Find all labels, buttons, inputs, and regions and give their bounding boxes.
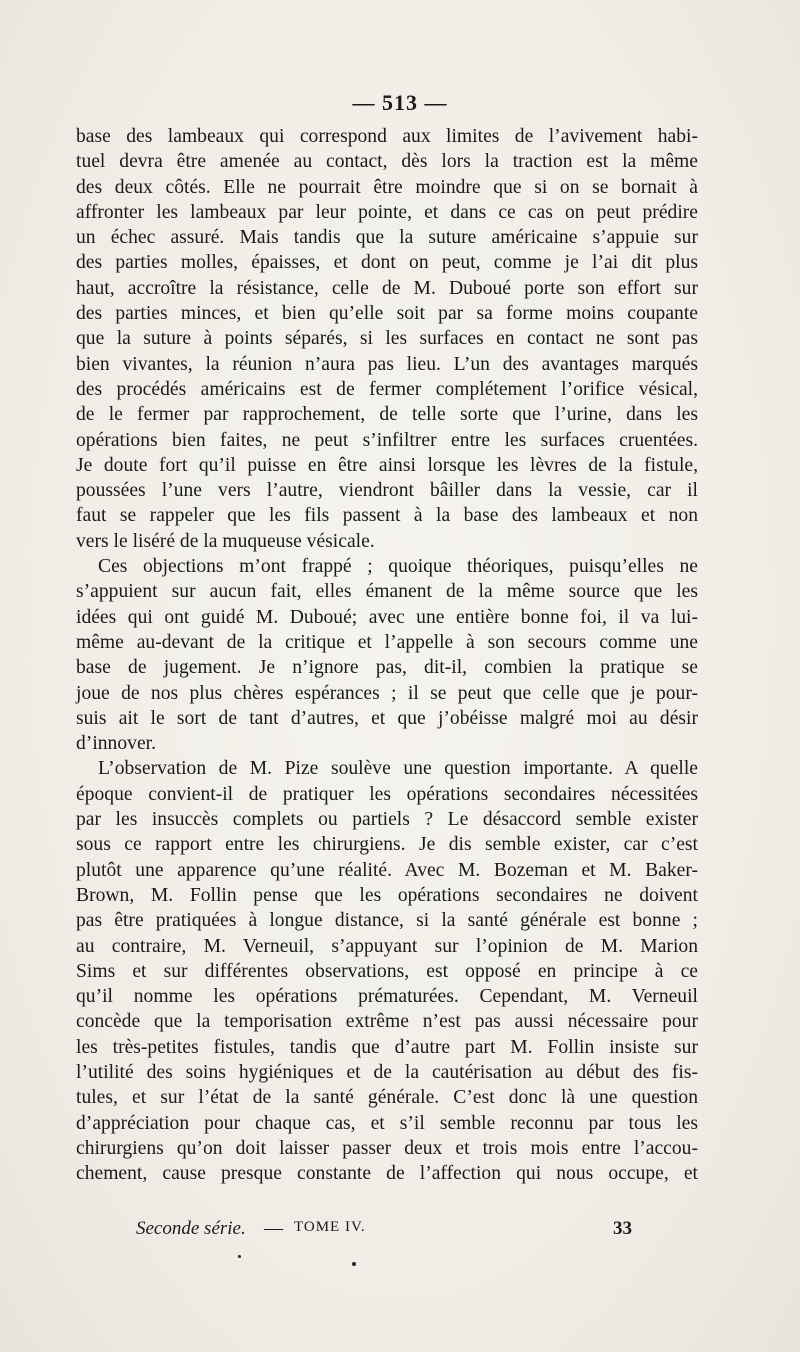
footer-signature-mark: 33: [613, 1218, 632, 1239]
text-line: base des lambeaux qui correspond aux limites de l’avivement habi-: [76, 126, 698, 147]
text-line: tules, et sur l’état de la santé générale. C’est donc là une question: [76, 1087, 698, 1109]
text-line: sous ce rapport entre les chirurgiens. Je dis semble exister, car c’est: [76, 834, 698, 856]
footer-dash: —: [264, 1218, 283, 1239]
text-line: des parties minces, et bien qu’elle soit par sa forme moins coupante: [76, 303, 698, 325]
text-line: Sims et sur différentes observations, est opposé en principe à ce: [76, 960, 698, 982]
text-line: pas être pratiquées à longue distance, si la santé générale est bonne ;: [76, 910, 698, 932]
text-line: Ces objections m’ont frappé ; quoique théoriques, puisqu’elles ne: [98, 556, 698, 578]
text-line: de le fermer par rapprochement, de telle sorte que l’urine, dans les: [76, 404, 698, 426]
text-line: poussées l’une vers l’autre, viendront bâiller dans la vessie, car il: [76, 480, 698, 502]
text-line: haut, accroître la résistance, celle de M. Duboué porte son effort sur: [76, 277, 698, 299]
text-line: tuel devra être amenée au contact, dès lors la traction est la même: [76, 151, 698, 173]
text-line: affronter les lambeaux par leur pointe, et dans ce cas on peut prédire: [76, 201, 698, 223]
text-line: plutôt une apparence qu’une réalité. Avec M. Bozeman et M. Baker-: [76, 859, 698, 881]
text-line: par les insuccès complets ou partiels ? Le désaccord semble exister: [76, 809, 698, 831]
text-line: qu’il nomme les opérations prématurées. Cependant, M. Verneuil: [76, 986, 698, 1008]
text-line: époque convient-il de pratiquer les opérations secondaires nécessitées: [76, 783, 698, 805]
text-line: base de jugement. Je n’ignore pas, dit-il, combien la pratique se: [76, 657, 698, 679]
text-line: joue de nos plus chères espérances ; il se peut que celle que je pour-: [76, 682, 698, 704]
text-line: s’appuient sur aucun fait, elles émanent de la même source que les: [76, 581, 698, 603]
page-number: — 513 —: [352, 90, 448, 115]
text-line: que la suture à points séparés, si les surfaces en contact ne sont pas: [76, 328, 698, 350]
text-line: au contraire, M. Verneuil, s’appuyant sur l’opinion de M. Marion: [76, 935, 698, 957]
text-line: d’appréciation pour chaque cas, et s’il semble reconnu par tous les: [76, 1112, 698, 1134]
text-line: les très-petites fistules, tandis que d’autre part M. Follin insiste sur: [76, 1036, 698, 1058]
footer-series: Seconde série.: [136, 1218, 246, 1239]
text-line: suis ait le sort de tant d’autres, et que j’obéisse malgré moi au désir: [76, 707, 698, 729]
ink-speck: [238, 1255, 241, 1258]
text-line: chirurgiens qu’on doit laisser passer deux et trois mois entre l’accou-: [76, 1137, 698, 1159]
text-line: opérations bien faites, ne peut s’infiltrer entre les surfaces cruentées.: [76, 429, 698, 451]
text-line: faut se rappeler que les fils passent à la base des lambeaux et non: [76, 505, 698, 527]
text-line: d’innover.: [76, 733, 156, 755]
text-line: concède que la temporisation extrême n’est pas aussi nécessaire pour: [76, 1011, 698, 1033]
text-line: bien vivantes, la réunion n’aura pas lieu. L’un des avantages marqués: [76, 353, 698, 375]
text-line: L’observation de M. Pize soulève une question importante. A quelle: [98, 758, 698, 780]
text-line: idées qui ont guidé M. Duboué; avec une entière bonne foi, il va lui-: [76, 606, 698, 628]
text-line: des parties molles, épaisses, et dont on peut, comme je l’ai dit plus: [76, 252, 698, 274]
text-line: un échec assuré. Mais tandis que la suture américaine s’appuie sur: [76, 227, 698, 249]
text-line: vers le liséré de la muqueuse vésicale.: [76, 530, 375, 552]
text-line: l’utilité des soins hygiéniques et de la cautérisation au début des fis-: [76, 1061, 698, 1083]
text-line: des procédés américains est de fermer complétement l’orifice vésical,: [76, 378, 698, 400]
text-line: Brown, M. Follin pense que les opérations secondaires ne doivent: [76, 884, 698, 906]
page-footer: [136, 1218, 636, 1244]
text-line: Je doute fort qu’il puisse en être ainsi lorsque les lèvres de la fistule,: [76, 454, 698, 476]
footer-tome: TOME IV.: [294, 1219, 366, 1235]
text-line: même au-devant de la critique et l’appelle à son secours comme une: [76, 631, 698, 653]
text-line: chement, cause presque constante de l’affection qui nous occupe, et: [76, 1163, 698, 1185]
text-line: des deux côtés. Elle ne pourrait être moindre que si on se bornait à: [76, 176, 698, 198]
ink-speck: [352, 1262, 356, 1266]
body-text: [76, 124, 698, 1186]
